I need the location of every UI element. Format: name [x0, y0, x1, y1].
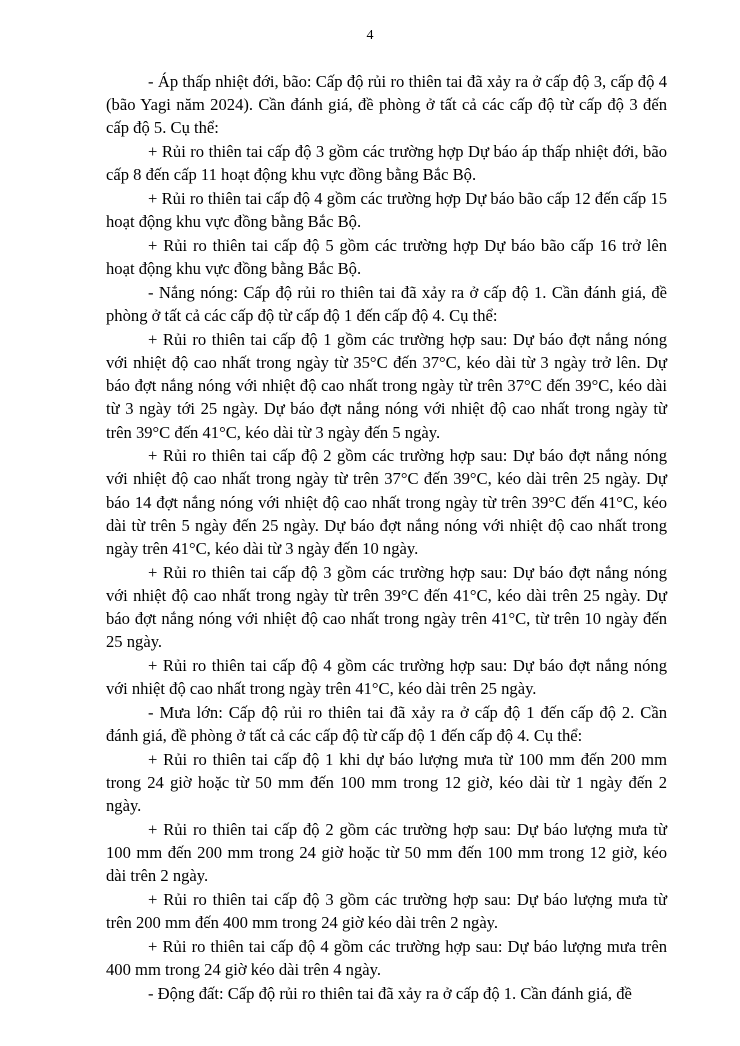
paragraph-storm-intro: - Áp thấp nhiệt đới, bão: Cấp độ rủi ro thiên tai đã xảy ra ở cấp độ 3, cấp độ 4 (bão Yagi năm 2024). Cần đánh giá, đề phòng ở tất cả các cấp độ từ cấp độ 3 đến cấp độ 5. Cụ thể:	[106, 72, 667, 138]
paragraph-heat-intro: - Nắng nóng: Cấp độ rủi ro thiên tai đã xảy ra ở cấp độ 1. Cần đánh giá, đề phòng ở tất cả các cấp độ từ cấp độ 1 đến cấp độ 4. Cụ thể:	[106, 282, 667, 326]
page-number: 4	[366, 28, 374, 43]
paragraph-heat-level-1: + Rủi ro thiên tai cấp độ 1 gồm các trường hợp sau: Dự báo đợt nắng nóng với nhiệt độ cao nhất trong ngày từ 35°C đến 37°C, kéo dài từ 3 ngày trở lên. Dự báo đợt nắng nóng với nhiệt độ cao nhất trong ngày từ trên 37°C đến 39°C, kéo dài từ 3 ngày tới 25 ngày. Dự báo đợt nắng nóng với nhiệt độ cao nhất trong ngày từ trên 39°C đến 41°C, kéo dài từ 3 ngày đến 5 ngày.	[106, 329, 667, 442]
paragraph-heat-level-3: + Rủi ro thiên tai cấp độ 3 gồm các trường hợp sau: Dự báo đợt nắng nóng với nhiệt độ cao nhất trong ngày từ trên 39°C đến 41°C, kéo dài trên 25 ngày. Dự báo đợt nắng nóng với nhiệt độ cao nhất trong ngày trên 41°C, từ trên 10 ngày đến 25 ngày.	[106, 562, 667, 652]
paragraph-rain-level-4: + Rủi ro thiên tai cấp độ 4 gồm các trường hợp sau: Dự báo lượng mưa trên 400 mm trong 24 giờ kéo dài trên 4 ngày.	[106, 937, 667, 980]
paragraph-storm-level-3: + Rủi ro thiên tai cấp độ 3 gồm các trường hợp Dự báo áp thấp nhiệt đới, bão cấp 8 đến cấp 11 hoạt động khu vực đồng bằng Bắc Bộ.	[106, 142, 667, 185]
paragraph-rain-level-3: + Rủi ro thiên tai cấp độ 3 gồm các trường hợp sau: Dự báo lượng mưa từ trên 200 mm đến 400 mm trong 24 giờ kéo dài trên 2 ngày.	[106, 890, 667, 933]
paragraph-rain-level-1: + Rủi ro thiên tai cấp độ 1 khi dự báo lượng mưa từ 100 mm đến 200 mm trong 24 giờ hoặc từ 50 mm đến 100 mm trong 12 giờ, kéo dài từ 1 ngày đến 2 ngày.	[106, 749, 667, 816]
paragraph-rain-intro: - Mưa lớn: Cấp độ rủi ro thiên tai đã xảy ra ở cấp độ 1 đến cấp độ 2. Cần đánh giá, đề phòng ở tất cả các cấp độ từ cấp độ 1 đến cấp độ 4. Cụ thể:	[106, 702, 667, 746]
document-body	[106, 70, 667, 1006]
paragraph-rain-level-2: + Rủi ro thiên tai cấp độ 2 gồm các trường hợp sau: Dự báo lượng mưa từ 100 mm đến 200 mm trong 24 giờ hoặc từ 50 mm đến 100 mm trong 12 giờ, kéo dài trên 2 ngày.	[106, 820, 667, 886]
paragraph-storm-level-5: + Rủi ro thiên tai cấp độ 5 gồm các trường hợp Dự báo bão cấp 16 trở lên hoạt động khu vực đồng bằng Bắc Bộ.	[106, 235, 667, 279]
paragraph-heat-level-4: + Rủi ro thiên tai cấp độ 4 gồm các trường hợp sau: Dự báo đợt nắng nóng với nhiệt độ cao nhất trong ngày trên 41°C, kéo dài trên 25 ngày.	[106, 656, 667, 699]
paragraph-heat-level-2: + Rủi ro thiên tai cấp độ 2 gồm các trường hợp sau: Dự báo đợt nắng nóng với nhiệt độ cao nhất trong ngày từ trên 37°C đến 39°C, kéo dài trên 25 ngày. Dự báo 14 đợt nắng nóng với nhiệt độ cao nhất trong ngày từ trên 39°C đến 41°C, kéo dài từ trên 5 ngày đến 25 ngày. Dự báo đợt nắng nóng với nhiệt độ cao nhất trong ngày trên 41°C, kéo dài từ 3 ngày đến 10 ngày.	[106, 446, 667, 559]
paragraph-storm-level-4: + Rủi ro thiên tai cấp độ 4 gồm các trường hợp Dự báo bão cấp 12 đến cấp 15 hoạt động khu vực đồng bằng Bắc Bộ.	[106, 189, 667, 232]
paragraph-earthquake-intro: - Động đất: Cấp độ rủi ro thiên tai đã xảy ra ở cấp độ 1. Cần đánh giá, đề	[148, 983, 632, 1003]
